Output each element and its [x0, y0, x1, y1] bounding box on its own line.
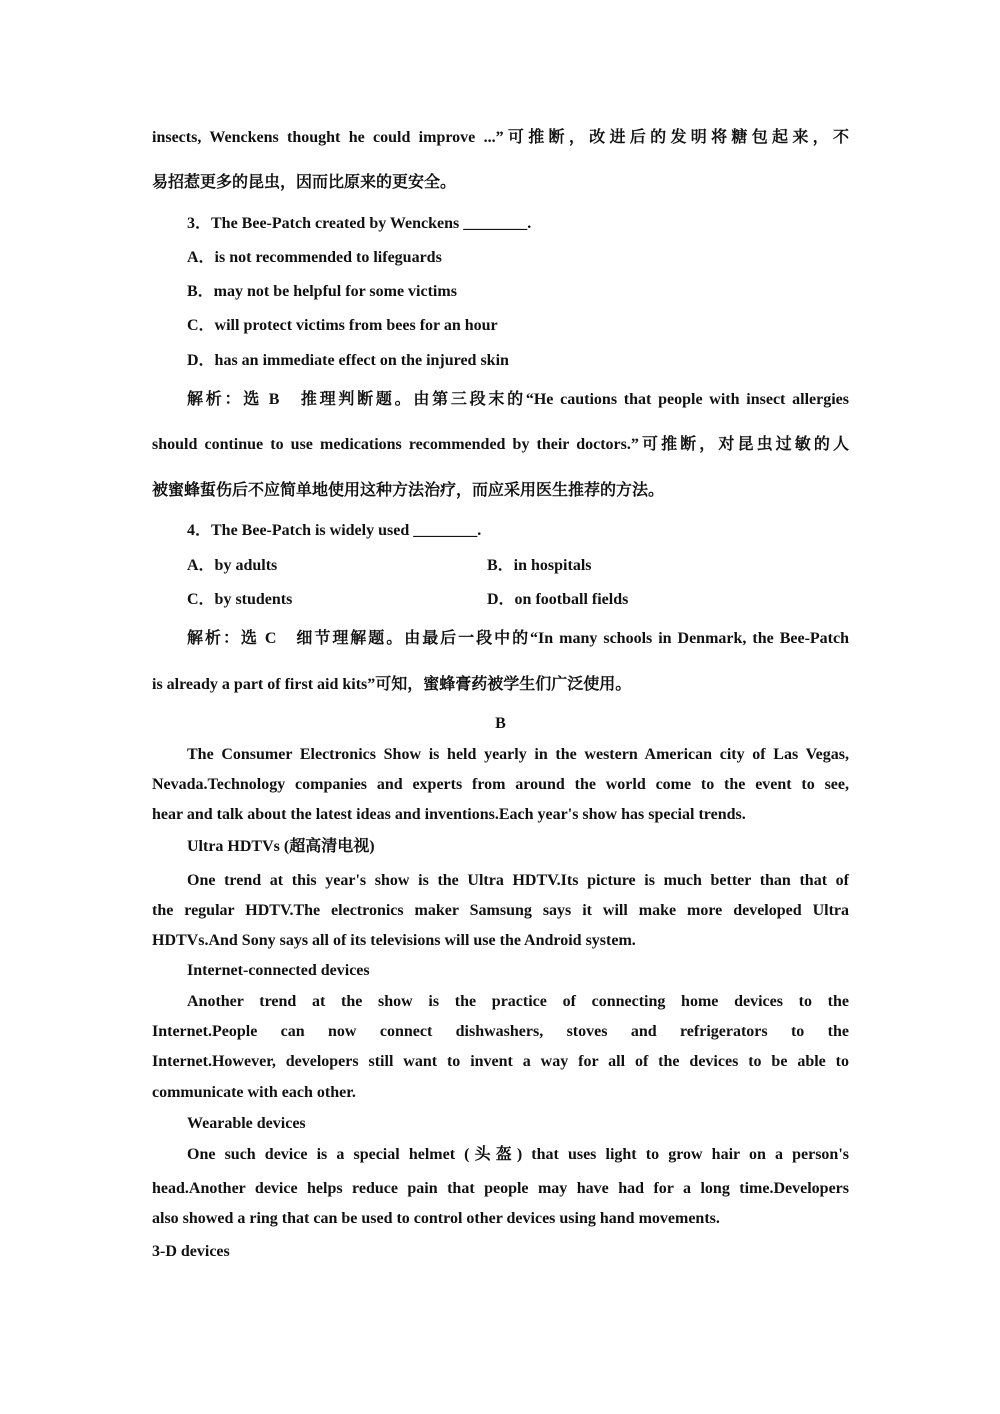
question-4-option-c: C．by students: [187, 591, 293, 608]
internet-devices-line-1: Another trend at the show is the practice of connecting home devices to the: [187, 993, 849, 1010]
passage-b-intro-line-2: Nevada.Technology companies and experts from around the world come to the event to see,: [152, 776, 849, 793]
wearable-devices-line-1: One such device is a special helmet (头盔) that uses light to grow hair on a person's: [187, 1146, 849, 1163]
question-4-option-a: A．by adults: [187, 557, 278, 574]
internet-devices-line-3: Internet.However, developers still want to invent a way for all of the devices to be able to: [152, 1053, 849, 1070]
question-3-option-a: A．is not recommended to lifeguards: [187, 249, 442, 266]
internet-devices-line-2: Internet.People can now connect dishwashers, stoves and refrigerators to the: [152, 1023, 849, 1040]
question-4-analysis-line-2: is already a part of first aid kits”可知，蜜蜂膏药被学生们广泛使用。: [152, 676, 632, 693]
section-heading-wearable-devices: Wearable devices: [187, 1115, 306, 1132]
question-4-stem: 4．The Bee-Patch is widely used ________.: [187, 522, 482, 539]
question-3-analysis-line-3: 被蜜蜂蜇伤后不应简单地使用这种方法治疗，而应采用医生推荐的方法。: [152, 482, 665, 499]
passage-b-intro-line-3: hear and talk about the latest ideas and inventions.Each year's show has special trends.: [152, 806, 746, 823]
internet-devices-line-4: communicate with each other.: [152, 1084, 356, 1101]
section-heading-3d-devices: 3-D devices: [152, 1243, 230, 1260]
question-3-analysis-line-2: should continue to use medications recommended by their doctors.”可推断，对昆虫过敏的人: [152, 436, 849, 453]
question-4-analysis-line-1: 解析：选 C 细节理解题。由最后一段中的“In many schools in Denmark, the Bee-Patch: [187, 630, 849, 647]
question-4-option-d: D．on football fields: [487, 591, 629, 608]
question-3-option-d: D．has an immediate effect on the injured skin: [187, 352, 509, 369]
question-3-analysis-line-1: 解析：选 B 推理判断题。由第三段末的“He cautions that people with insect allergies: [187, 391, 849, 408]
section-heading-internet-devices: Internet-connected devices: [187, 962, 370, 979]
question-4-option-b: B．in hospitals: [487, 557, 592, 574]
passage-b-intro-line-1: The Consumer Electronics Show is held yearly in the western American city of Las Vegas,: [187, 746, 849, 763]
question-3-option-c: C．will protect victims from bees for an hour: [187, 317, 498, 334]
question-3-option-b: B．may not be helpful for some victims: [187, 283, 457, 300]
analysis-continuation-line-1: insects, Wenckens thought he could improve ...”可推断，改进后的发明将糖包起来，不: [152, 129, 849, 146]
passage-b-letter: B: [495, 715, 506, 732]
ultra-hdtv-line-1: One trend at this year's show is the Ultra HDTV.Its picture is much better than that of: [187, 872, 849, 889]
section-heading-ultra-hdtv: Ultra HDTVs (超高清电视): [187, 838, 375, 855]
question-3-stem: 3．The Bee-Patch created by Wenckens ________.: [187, 215, 532, 232]
ultra-hdtv-line-3: HDTVs.And Sony says all of its televisions will use the Android system.: [152, 932, 636, 949]
ultra-hdtv-line-2: the regular HDTV.The electronics maker Samsung says it will make more developed Ultra: [152, 902, 849, 919]
wearable-devices-line-3: also showed a ring that can be used to control other devices using hand movements.: [152, 1210, 720, 1227]
analysis-continuation-line-2: 易招惹更多的昆虫，因而比原来的更安全。: [152, 174, 457, 191]
wearable-devices-line-2: head.Another device helps reduce pain that people may have had for a long time.Developers: [152, 1180, 849, 1197]
